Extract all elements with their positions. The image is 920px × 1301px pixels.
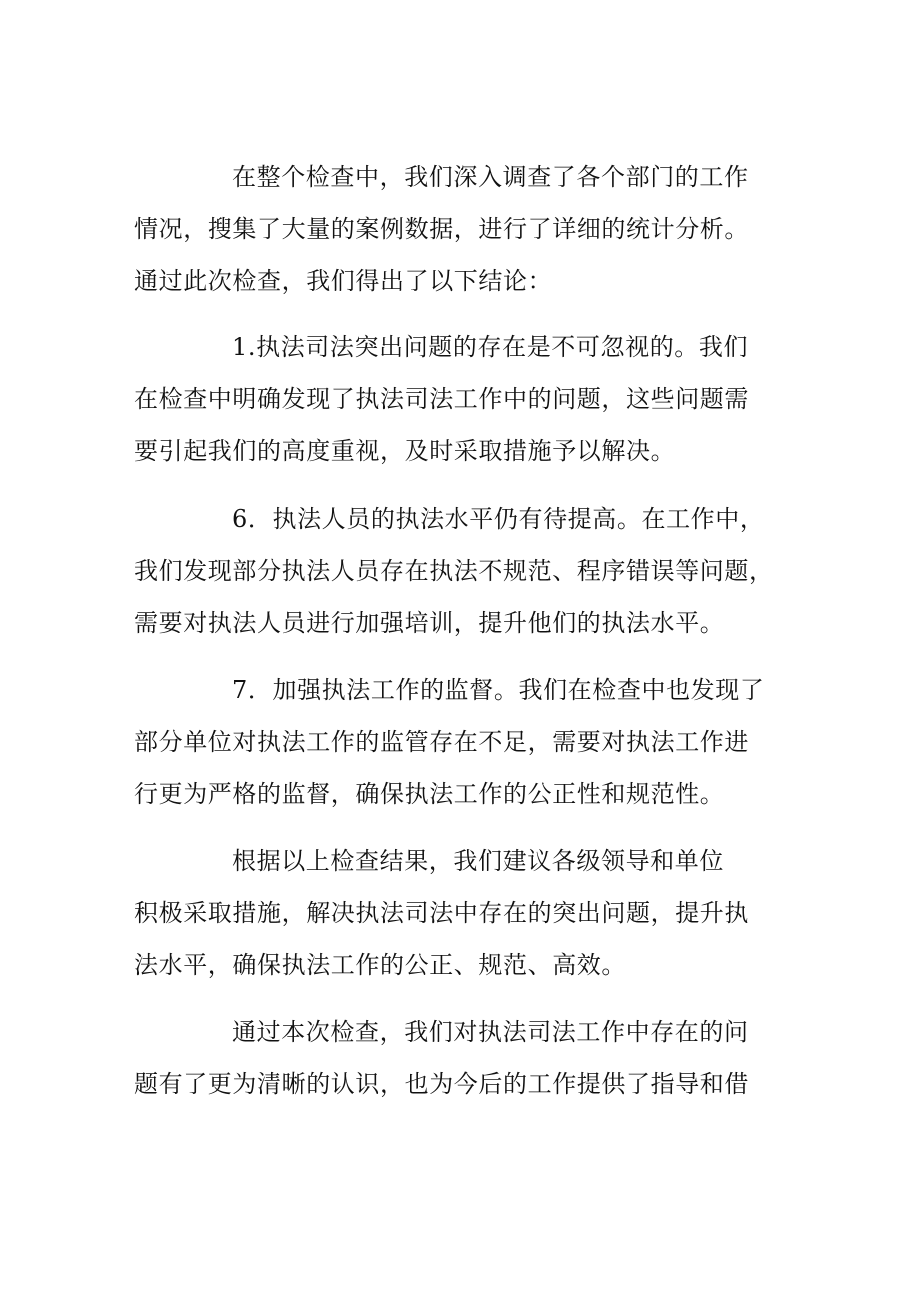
- paragraph-conclusion-1: [134, 321, 794, 477]
- text-line: 题有了更为清晰的认识，也为今后的工作提供了指导和借: [134, 1070, 749, 1098]
- text-line: 积极采取措施，解决执法司法中存在的突出问题，提升执: [134, 899, 749, 927]
- paragraph-conclusion-6: [134, 493, 794, 649]
- text-line: 通过此次检查，我们得出了以下结论：: [134, 267, 553, 295]
- text-line: 1.执法司法突出问题的存在是不可忽视的。我们: [232, 333, 749, 361]
- paragraph-conclusion-7: [134, 664, 794, 820]
- paragraph-summary: [134, 1006, 794, 1110]
- text-line: 根据以上检查结果，我们建议各级领导和单位: [232, 847, 724, 875]
- paragraph-recommendation: [134, 835, 794, 991]
- text-line: 在整个检查中，我们深入调查了各个部门的工作: [232, 163, 749, 191]
- text-line: 需要对执法人员进行加强培训，提升他们的执法水平。: [134, 609, 725, 637]
- text-line: 行更为严格的监督，确保执法工作的公正性和规范性。: [134, 780, 725, 808]
- text-line: 法水平，确保执法工作的公正、规范、高效。: [134, 951, 626, 979]
- text-line: 7．加强执法工作的监督。我们在检查中也发现了: [232, 676, 765, 704]
- text-line: 情况，搜集了大量的案例数据，进行了详细的统计分析。: [134, 215, 749, 243]
- paragraph-inspection-intro: [134, 151, 794, 307]
- text-line: 在检查中明确发现了执法司法工作中的问题，这些问题需: [134, 385, 749, 413]
- text-line: 要引起我们的高度重视，及时采取措施予以解决。: [134, 437, 676, 465]
- text-line: 我们发现部分执法人员存在执法不规范、程序错误等问题，: [134, 557, 774, 585]
- text-line: 通过本次检查，我们对执法司法工作中存在的问: [232, 1018, 749, 1046]
- text-line: 部分单位对执法工作的监管存在不足，需要对执法工作进: [134, 728, 749, 756]
- text-line: 6．执法人员的执法水平仍有待提高。在工作中，: [232, 505, 765, 533]
